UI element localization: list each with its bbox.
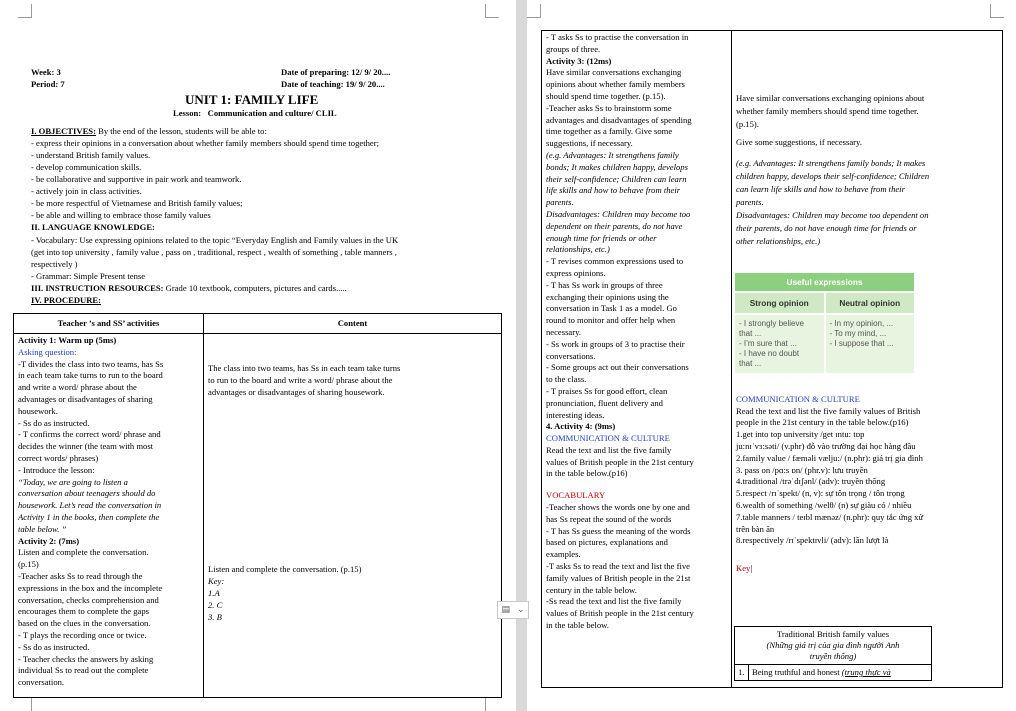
key-item: 2. C	[208, 599, 223, 610]
expression-item: - In my opinion, ...	[829, 319, 894, 328]
activity-line: expressions in the box and the incomplete	[18, 582, 163, 593]
activity-line: -Teacher asks Ss to brainstorm some	[546, 102, 672, 113]
week-label: Week: 3	[31, 67, 61, 77]
activity-line: conversations.	[546, 350, 596, 361]
vocab-item: 1.get into top university /get ɪntu: tɒp	[736, 429, 865, 440]
expression-item: - To my mind, ...	[829, 329, 887, 338]
date-teaching: Date of teaching: 19/ 9/ 20....	[281, 79, 385, 89]
vocab-item: 5.respect /rɪˈspekt/ (n, v): sự tôn trọng / tôn trọng	[736, 488, 905, 499]
content-line: their parents, do not have enough time for friends or	[736, 222, 917, 233]
activities-cell	[14, 334, 204, 698]
activity-line: century in the table below.	[546, 584, 637, 595]
unit-title: UNIT 1: FAMILY LIFE	[185, 92, 319, 107]
activity-line: - Introduce the lesson:	[18, 464, 95, 475]
vocab-line: - Vocabulary: Use expressing opinions related to the topic “Everyday English and Family values in the UK	[31, 235, 399, 245]
resources-line: III. INSTRUCTION RESOURCES: Grade 10 textbook, computers, pictures and cards.....	[31, 283, 347, 293]
family-row-text: Being truthful and honest	[752, 667, 840, 677]
content-line: The class into two teams, has Ss in each team take turns	[208, 363, 401, 373]
content-line: whether family members should spend time together.	[736, 106, 919, 116]
activity-line: groups of three.	[546, 43, 601, 54]
key-item: 3. B	[208, 611, 222, 622]
content-line: advantages or disadvantages of sharing housework.	[208, 386, 385, 397]
communication-culture-heading: COMMUNICATION & CULTURE	[546, 433, 670, 444]
expression-item: - I suppose that ...	[829, 339, 894, 348]
activity-3-title: Activity 3: (12ms)	[546, 55, 612, 66]
activity-line: conversation, checks comprehension and	[18, 594, 159, 605]
activities-cell-right	[542, 31, 732, 688]
content-line: Have similar conversations exchanging opinions about	[736, 93, 925, 103]
crop-mark	[485, 4, 499, 18]
activity-line: -T asks Ss to read the text and list the five	[546, 561, 690, 572]
vocabulary-heading: VOCABULARY	[546, 490, 606, 501]
useful-expressions-box	[735, 273, 914, 373]
layout-options-icon: ▤	[501, 605, 510, 615]
activity-line: in each team take turns to run to the board	[18, 370, 163, 381]
procedure-heading: IV. PROCEDURE:	[31, 295, 102, 305]
activity-line: -Teacher asks Ss to read through the	[18, 570, 143, 581]
activity-line: based on pictures, explanations and	[546, 537, 668, 548]
activity-line: correct words/ phrases)	[18, 452, 99, 463]
activity-line: encourages them to complete the gaps	[18, 606, 150, 617]
content-line: to run to the board and write a word/ phrase about the	[208, 374, 393, 385]
content-line: other relationships, etc.)	[736, 235, 821, 246]
activity-line: examples.	[546, 549, 581, 560]
objective-item: - be more respectful of Vietnamese and British family values;	[31, 198, 243, 208]
family-row-number: 1.	[735, 665, 749, 681]
objective-item: - develop communication skills.	[31, 162, 142, 172]
activity-line: - Some groups act out their conversations	[546, 362, 689, 373]
activity-quote-line: housework. Let’s read the conversation in	[18, 500, 162, 511]
activity-line: in the table below.(p16)	[546, 468, 628, 479]
family-values-title: Traditional British family values	[776, 629, 890, 639]
activity-line: - T has Ss work in groups of three	[546, 279, 663, 290]
activity-line: -Teacher shows the words one by one and	[546, 502, 690, 513]
activity-line: - T praises Ss for good effort, clean	[546, 385, 668, 396]
content-line: (p.15).	[736, 119, 759, 129]
objective-item: - express their opinions in a conversation about whether family members should spend time together;	[31, 138, 379, 148]
vocab-line: respectively )	[31, 259, 78, 269]
activity-line: in the table below.	[546, 620, 609, 631]
activity-line: conversation in Task 1 as a model. Go	[546, 303, 677, 314]
activity-line: life skills and how to behave from their	[546, 185, 681, 196]
useful-expressions-title: Useful expressions	[735, 273, 914, 291]
vocab-item: 8.respectively /rɪˈspektɪvli/ (adv): lần lượt là	[736, 535, 889, 546]
activity-line: express opinions.	[546, 267, 606, 278]
communication-culture-heading: COMMUNICATION & CULTURE	[736, 393, 860, 404]
activity-line: Disadvantages: Children may become too	[546, 208, 691, 219]
key-item: 1.A	[208, 587, 220, 598]
activity-line: individual Ss to read out the complete	[18, 665, 149, 676]
activity-line: values of British people in the 21st century	[546, 456, 694, 467]
activity-line: housework.	[18, 405, 58, 416]
objective-item: - be collaborative and supportive in pair work and teamwork.	[31, 174, 242, 184]
activity-line: - Teacher checks the answers by asking	[18, 653, 154, 664]
content-line: Give some suggestions, if necessary.	[736, 137, 862, 147]
key-label-right: Key|	[736, 563, 753, 574]
vocab-item: 3. pass on /pɑ:s ɒn/ (phr.v): lưu truyền	[736, 464, 868, 475]
vocab-item: ju:nɪˈvɜ:səti/ (v.phr) đỗ vào trường đại học hàng đầu	[736, 440, 916, 451]
family-row-cell	[749, 665, 932, 681]
activity-line: - T confirms the correct word/ phrase and	[18, 429, 161, 440]
activity-line: and write a word/ phrase about the	[18, 382, 137, 393]
activity-line: pronunciation, fluent delivery and	[546, 397, 663, 408]
family-row-translation: (trung thực và	[841, 667, 891, 677]
activity-4-title: 4. Activity 4: (9ms)	[546, 421, 616, 432]
activity-line: relationships, etc.)	[546, 244, 610, 255]
activity-line: based on the clues in the conversation.	[18, 618, 151, 629]
activity-line: has Ss repeat the sound of the words	[546, 513, 672, 524]
knowledge-heading: II. LANGUAGE KNOWLEDGE:	[31, 222, 155, 232]
activity-line: (e.g. Advantages: It strengthens family	[546, 149, 679, 160]
activity-line: - Ss do as instructed.	[18, 641, 90, 652]
activity-line: Have similar conversations exchanging	[546, 67, 682, 78]
family-values-table	[734, 626, 932, 681]
activity-line: - T asks Ss to practise the conversation in	[546, 32, 689, 42]
vocab-item: 4.traditional /trəˈdɪʃənl/ (adv): truyền thống	[736, 476, 886, 487]
family-values-header	[735, 627, 932, 665]
activity-line: suggestions, if necessary.	[546, 138, 633, 149]
vocab-item: 7.table manners / teɪbl mænəz/ (n.phr): quy tắc ứng xử	[736, 511, 924, 522]
vocab-line: (get into top university , family value , pass on , traditional, respect , wealth of something , table manners ,	[31, 247, 397, 257]
activity-line: advantages and disadvantages of spending	[546, 114, 692, 125]
objective-item: - understand British family values.	[31, 150, 151, 160]
activity-1-sub: Asking question:	[18, 346, 77, 357]
chevron-down-icon: ⌄	[516, 605, 525, 615]
content-line: Disadvantages: Children may become too dependent on	[736, 209, 929, 220]
vocab-item: 6.wealth of something /welθ/ (n) sự giàu có / nhiều	[736, 499, 912, 510]
lesson-line: Lesson: Communication and culture/ CLIL	[173, 108, 337, 118]
content-line: can learn life skills and how to behave from their	[736, 183, 905, 194]
period-label: Period: 7	[31, 79, 65, 89]
crop-mark	[990, 4, 1004, 18]
objective-item: - actively join in class activities.	[31, 186, 142, 196]
activity-line: conversation.	[18, 677, 65, 688]
activity-line: round to monitor and offer help when	[546, 315, 676, 326]
vocab-item: 2.family value / fæməli vælju:/ (n.phr): giá trị gia đình	[736, 452, 923, 463]
content-line: Read the text and list the five family values of British	[736, 405, 921, 416]
activity-line: opinions about whether family members	[546, 79, 685, 90]
crop-mark	[485, 697, 499, 711]
family-values-subtitle: (Những giá trị của gia đình người Anh	[766, 640, 900, 650]
activity-line: bonds; It makes children happy, develops	[546, 161, 688, 172]
vocab-item: trên bàn ăn	[736, 523, 775, 534]
activity-line: time together as a family. Give some	[546, 126, 673, 137]
content-line: people in the 21st century in the table below.(p16)	[736, 417, 909, 428]
content-line: (e.g. Advantages: It strengthens family bonds; It makes	[736, 157, 926, 168]
activity-line: decides the winner (the team with most	[18, 441, 154, 452]
content-line: Listen and complete the conversation. (p.15)	[208, 564, 362, 575]
objectives-line: I. OBJECTIVES: By the end of the lesson, students will be able to:	[31, 126, 267, 136]
activity-line: - T revises common expressions used to	[546, 256, 684, 267]
expression-item: that ...	[739, 359, 762, 368]
activity-quote-line: Activity 1 in the books, then complete the	[18, 511, 160, 522]
activity-line: (p.15)	[18, 559, 39, 570]
layout-options-button[interactable]	[497, 601, 529, 619]
activity-line: their self-confidence; Children can learn	[546, 173, 687, 184]
date-preparing: Date of preparing: 12/ 9/ 20....	[281, 67, 391, 77]
grammar-line: - Grammar: Simple Present tense	[31, 271, 146, 281]
strong-opinion-list	[735, 315, 824, 373]
activity-line: -Ss read the text and list the five family	[546, 596, 682, 607]
activity-line: values of British people in the 21st century	[546, 608, 694, 619]
activity-line: necessary.	[546, 326, 581, 337]
activity-line: should spend time together. (p.15).	[546, 90, 666, 101]
strong-opinion-header: Strong opinion	[735, 293, 824, 313]
activity-line: - T plays the recording once or twice.	[18, 629, 147, 640]
objective-item: - be able and willing to embrace those family values	[31, 210, 211, 220]
col-header-activities: Teacher ’s and SS’ activities	[14, 314, 204, 334]
activity-2-title: Activity 2: (7ms)	[18, 535, 80, 546]
activity-line: - Ss work in groups of 3 to practise their	[546, 338, 685, 349]
expression-item: - I strongly believe	[739, 319, 804, 328]
content-line: parents.	[736, 196, 764, 207]
activity-line: dependent on their parents, do not have	[546, 220, 683, 231]
content-line: children happy, develops their self-confidence; Children	[736, 170, 930, 181]
activity-quote-line: conversation about teenagers should do	[18, 488, 156, 499]
activity-line: Listen and complete the conversation.	[18, 547, 149, 558]
crop-mark	[18, 697, 32, 711]
neutral-opinion-header: Neutral opinion	[826, 293, 915, 313]
activity-line: -T divides the class into two teams, has Ss	[18, 358, 164, 369]
crop-mark	[18, 4, 32, 18]
activity-line: exchanging their opinions using the	[546, 291, 669, 302]
neutral-opinion-list	[826, 315, 915, 373]
family-values-subtitle: truyền thống)	[809, 651, 857, 661]
activity-line: advantages or disadvantages of sharing	[18, 393, 153, 404]
activity-line: enough time for friends or other	[546, 232, 657, 243]
activity-quote-line: “Today, we are going to listen a	[18, 476, 128, 487]
activity-line: Read the text and list the five family	[546, 444, 672, 455]
expression-item: - I have no doubt	[739, 349, 800, 358]
activity-line: - T has Ss guess the meaning of the words	[546, 525, 691, 536]
expression-item: - I’m sure that ...	[739, 339, 797, 348]
key-label: Key:	[208, 576, 225, 587]
activity-line: parents.	[546, 197, 574, 208]
activity-line: to the class.	[546, 374, 587, 385]
content-cell	[204, 334, 502, 698]
procedure-table-left	[13, 313, 502, 698]
activity-line: interesting ideas.	[546, 409, 605, 420]
activity-quote-line: table below. ”	[18, 523, 67, 534]
activity-line: family values of British people in the 21st	[546, 572, 691, 583]
crop-mark	[527, 4, 541, 18]
col-header-content: Content	[204, 314, 502, 334]
activity-line: - Ss do as instructed.	[18, 417, 90, 428]
expression-item: that ...	[739, 329, 762, 338]
activity-1-title: Activity 1: Warm up (5ms)	[18, 335, 117, 345]
